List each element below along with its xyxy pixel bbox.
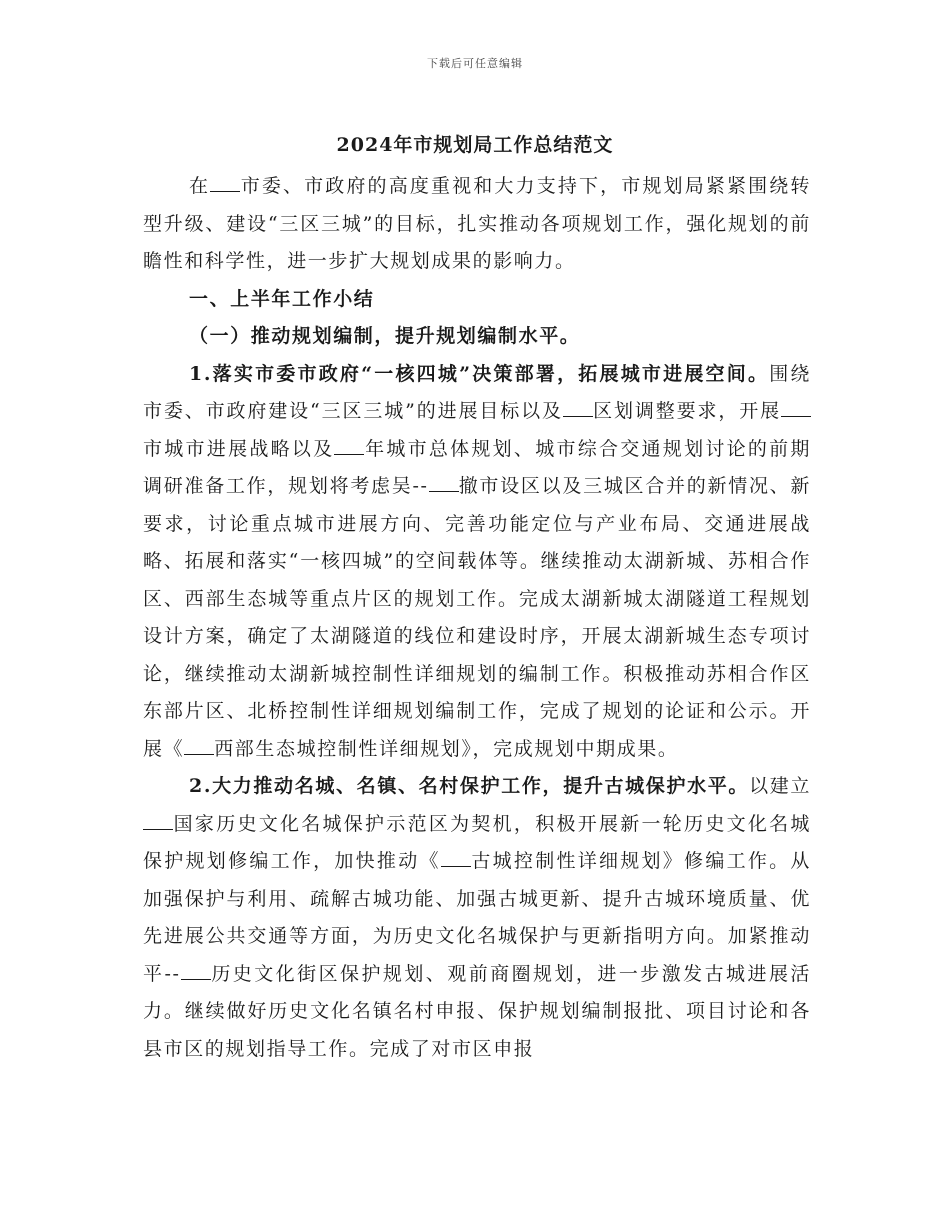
fill-blank [781, 400, 811, 417]
download-note: 下载后可任意编辑 [427, 57, 523, 70]
item2-paragraph [143, 768, 811, 1068]
intro-paragraph [143, 168, 811, 281]
item1-text-d: 年城市总体规划、城市综合交通规划讨论的前期调研准备工作，规划将考虑吴-- [143, 437, 811, 497]
item2-text-c: 古城控制性详细规划》修编工作。从加强保护与利用、疏解古城功能、加强古城更新、提升古城环境质量、优先进展公共交通等方面，为历史文化名城保护与更新指明方向。加紧推动平-- [143, 850, 811, 985]
subsection-heading: （一）推动规划编制，提升规划编制水平。 [189, 325, 581, 347]
intro-text-b: 市委、市政府的高度重视和大力支持下，市规划局紧紧围绕转型升级、建设“三区三城”的目标，扎实推动各项规划工作，强化规划的前瞻性和科学性，进一步扩大规划成果的影响力。 [143, 175, 812, 272]
item1-text-e: 撤市设区以及三城区合并的新情况、新要求，讨论重点城市进展方向、完善功能定位与产业布局、交通进展战略、拓展和落实“一核四城”的空间载体等。继续推动太湖新城、苏相合作区、西部生态城等重点片区的规划工作。完成太湖新城太湖隧道工程规划设计方案，确定了太湖隧道的线位和建设时序，开展太湖新城生态专项讨论，继续推动太湖新城控制性详细规划的编制工作。积极推动苏相合作区东部片区、北桥控制性详细规划编制工作，完成了规划的论证和公示。开展《 [143, 475, 812, 760]
fill-blank [441, 850, 471, 867]
intro-text-a: 在 [189, 175, 211, 197]
fill-blank [334, 438, 364, 455]
section-heading: 一、上半年工作小结 [189, 287, 375, 310]
item2-heading: 2.大力推动名城、名镇、名村保护工作，提升古城保护水平。 [189, 775, 750, 797]
document-body [143, 168, 811, 1068]
item2-text-b: 国家历史文化名城保护示范区为契机，积极开展新一轮历史文化名城保护规划修编工作，加快推动《 [143, 812, 811, 872]
fill-blank [184, 738, 214, 755]
fill-blank [429, 475, 459, 492]
fill-blank [563, 400, 593, 417]
item1-text-c: 市城市进展战略以及 [143, 437, 335, 460]
item2-text-a: 以建立 [749, 775, 811, 797]
fill-blank [210, 175, 240, 192]
item1-text-b: 区划调整要求，开展 [592, 400, 781, 422]
document-title: 2024年市规划局工作总结范文 [336, 134, 614, 156]
fill-blank [143, 813, 173, 830]
item1-paragraph [143, 356, 811, 769]
fill-blank [181, 963, 211, 980]
item1-text-a: 围绕市委、市政府建设“三区三城”的进展目标以及 [143, 362, 811, 422]
item1-heading: 1.落实市委市政府“一核四城”决策部署，拓展城市进展空间。 [189, 362, 770, 385]
item2-text-d: 历史文化街区保护规划、观前商圈规划，进一步激发古城进展活力。继续做好历史文化名镇名村申报、保护规划编制报批、项目讨论和各县市区的规划指导工作。完成了对市区申报 [143, 962, 812, 1060]
item1-text-f: 西部生态城控制性详细规划》，完成规划中期成果。 [214, 737, 679, 760]
